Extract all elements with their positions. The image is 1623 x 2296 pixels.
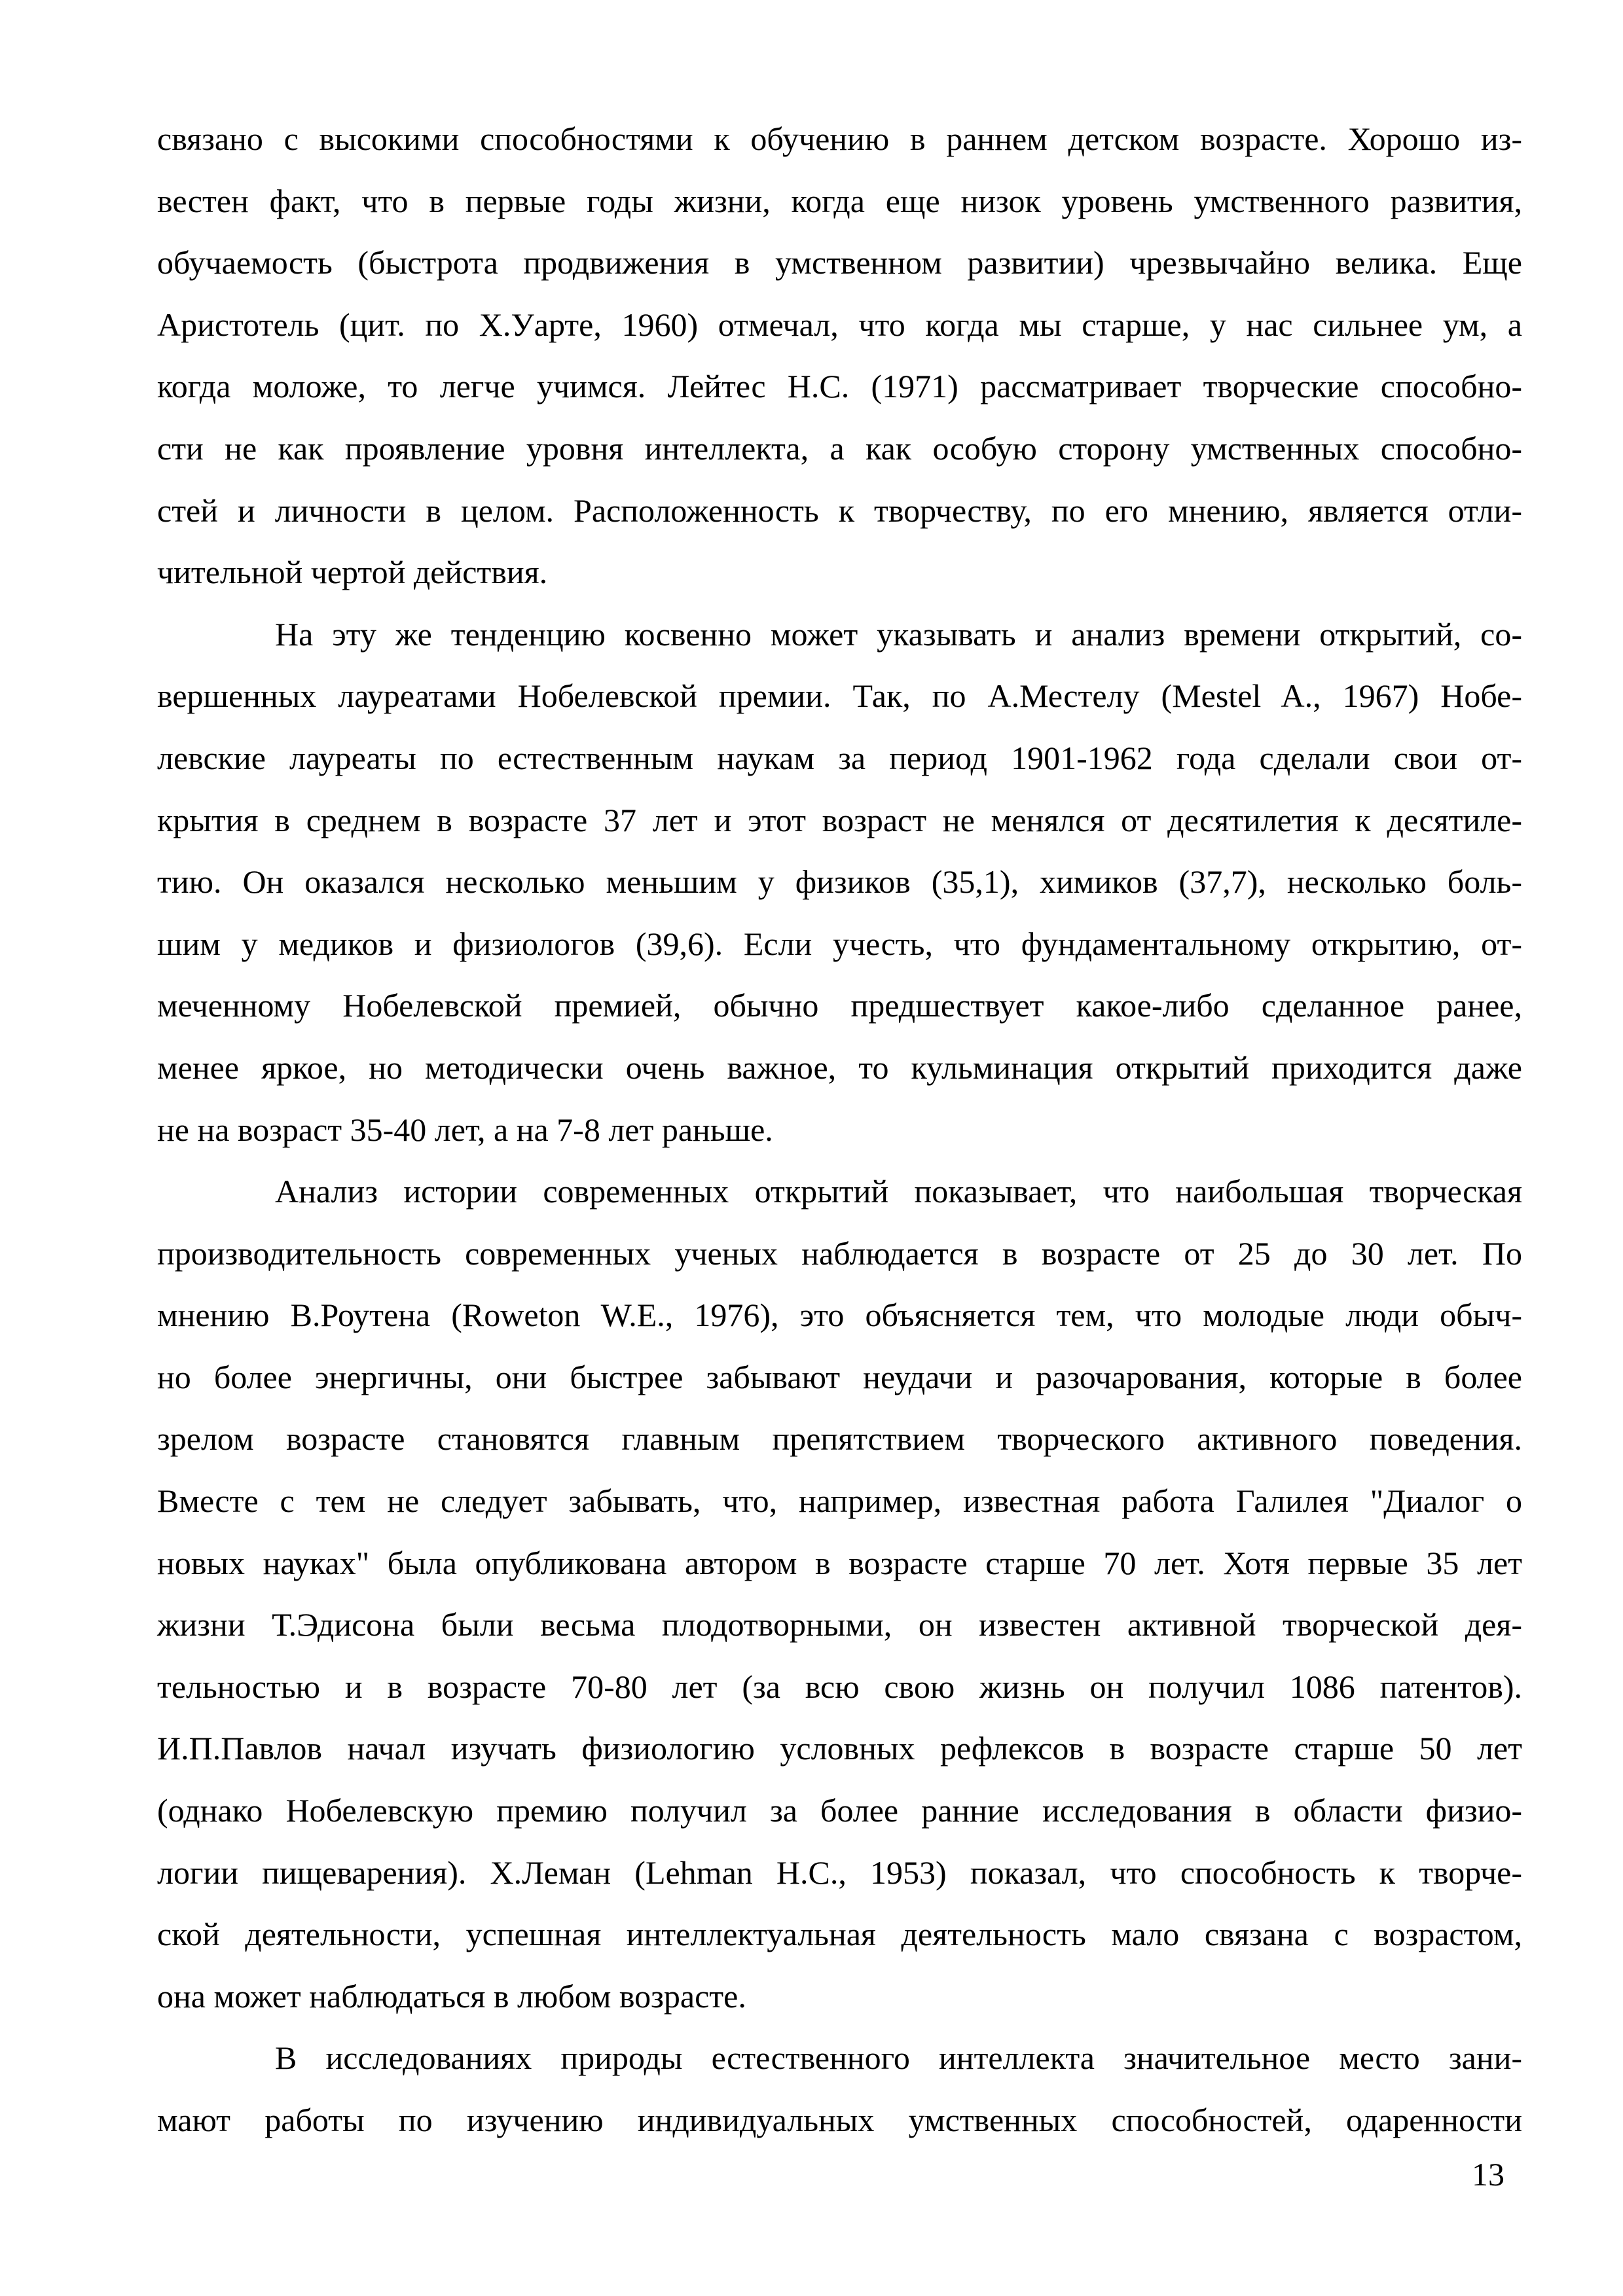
- page-number: 13: [1472, 2156, 1504, 2193]
- text-line: вестен факт, что в первые годы жизни, когда еще низок уровень умственного развития,: [157, 182, 1522, 219]
- text-line: ской деятельности, успешная интеллектуальная деятельность мало связана с возрастом,: [157, 1916, 1522, 1953]
- text-line: тию. Он оказался несколько меньшим у физиков (35,1), химиков (37,7), несколько боль-: [157, 863, 1522, 901]
- text-line: мают работы по изучению индивидуальных умственных способностей, одаренности: [157, 2102, 1522, 2138]
- text-line: не на возраст 35-40 лет, а на 7-8 лет раньше.: [157, 1111, 773, 1148]
- text-line: сти не как проявление уровня интеллекта, а как особую сторону умственных способно-: [157, 429, 1522, 467]
- text-line: крытия в среднем в возрасте 37 лет и этот возраст не менялся от десятилетия к десятиле-: [157, 801, 1522, 838]
- text-line: зрелом возрасте становятся главным препятствием творческого активного поведения.: [157, 1420, 1522, 1458]
- body-text: [157, 108, 1522, 2151]
- text-line: когда моложе, то легче учимся. Лейтес Н.С. (1971) рассматривает творческие способно-: [157, 368, 1522, 405]
- text-line: мнению В.Роутена (Roweton W.E., 1976), это объясняется тем, что молодые люди обыч-: [157, 1297, 1522, 1334]
- text-line: связано с высокими способностями к обучению в раннем детском возрасте. Хорошо из-: [157, 120, 1522, 157]
- text-line: Вместе с тем не следует забывать, что, например, известная работа Галилея "Диалог о: [157, 1482, 1522, 1520]
- text-line: Анализ истории современных открытий показывает, что наибольшая творческая: [275, 1173, 1522, 1210]
- text-line: шим у медиков и физиологов (39,6). Если учесть, что фундаментальному открытию, от-: [157, 925, 1522, 962]
- text-line: меченному Нобелевской премией, обычно предшествует какое-либо сделанное ранее,: [157, 987, 1522, 1024]
- text-line: В исследованиях природы естественного интеллекта значительное место зани-: [275, 2039, 1522, 2077]
- text-line: логии пищеварения). Х.Леман (Lehman H.C., 1953) показал, что способность к творче-: [157, 1854, 1522, 1891]
- text-line: она может наблюдаться в любом возрасте.: [157, 1977, 746, 2015]
- text-line: И.П.Павлов начал изучать физиологию условных рефлексов в возрасте старше 50 лет: [157, 1730, 1522, 1767]
- text-line: тельностью и в возрасте 70-80 лет (за всю свою жизнь он получил 1086 патентов).: [157, 1668, 1522, 1705]
- text-line: производительность современных ученых наблюдается в возрасте от 25 до 30 лет. По: [157, 1234, 1522, 1272]
- text-line: новых науках" была опубликована автором в возрасте старше 70 лет. Хотя первые 35 лет: [157, 1544, 1522, 1581]
- text-line: но более энергичны, они быстрее забывают неудачи и разочарования, которые в более: [157, 1358, 1522, 1395]
- text-line: менее яркое, но методически очень важное, то кульминация открытий приходится даже: [157, 1049, 1522, 1086]
- text-line: левские лауреаты по естественным наукам за период 1901-1962 года сделали свои от-: [157, 739, 1522, 776]
- text-line: (однако Нобелевскую премию получил за более ранние исследования в области физио-: [157, 1792, 1522, 1829]
- text-line: На эту же тенденцию косвенно может указывать и анализ времени открытий, со-: [275, 615, 1522, 653]
- text-line: жизни Т.Эдисона были весьма плодотворными, он известен активной творческой дея-: [157, 1606, 1522, 1643]
- text-line: чительной чертой действия.: [157, 554, 548, 591]
- text-line: Аристотель (цит. по Х.Уарте, 1960) отмечал, что когда мы старше, у нас сильнее ум, а: [157, 306, 1522, 343]
- text-line: стей и личности в целом. Расположенность к творчеству, по его мнению, является отли-: [157, 492, 1522, 529]
- text-line: обучаемость (быстрота продвижения в умственном развитии) чрезвычайно велика. Еще: [157, 244, 1522, 281]
- text-line: вершенных лауреатами Нобелевской премии. Так, по А.Местелу (Mestel A., 1967) Нобе-: [157, 677, 1522, 715]
